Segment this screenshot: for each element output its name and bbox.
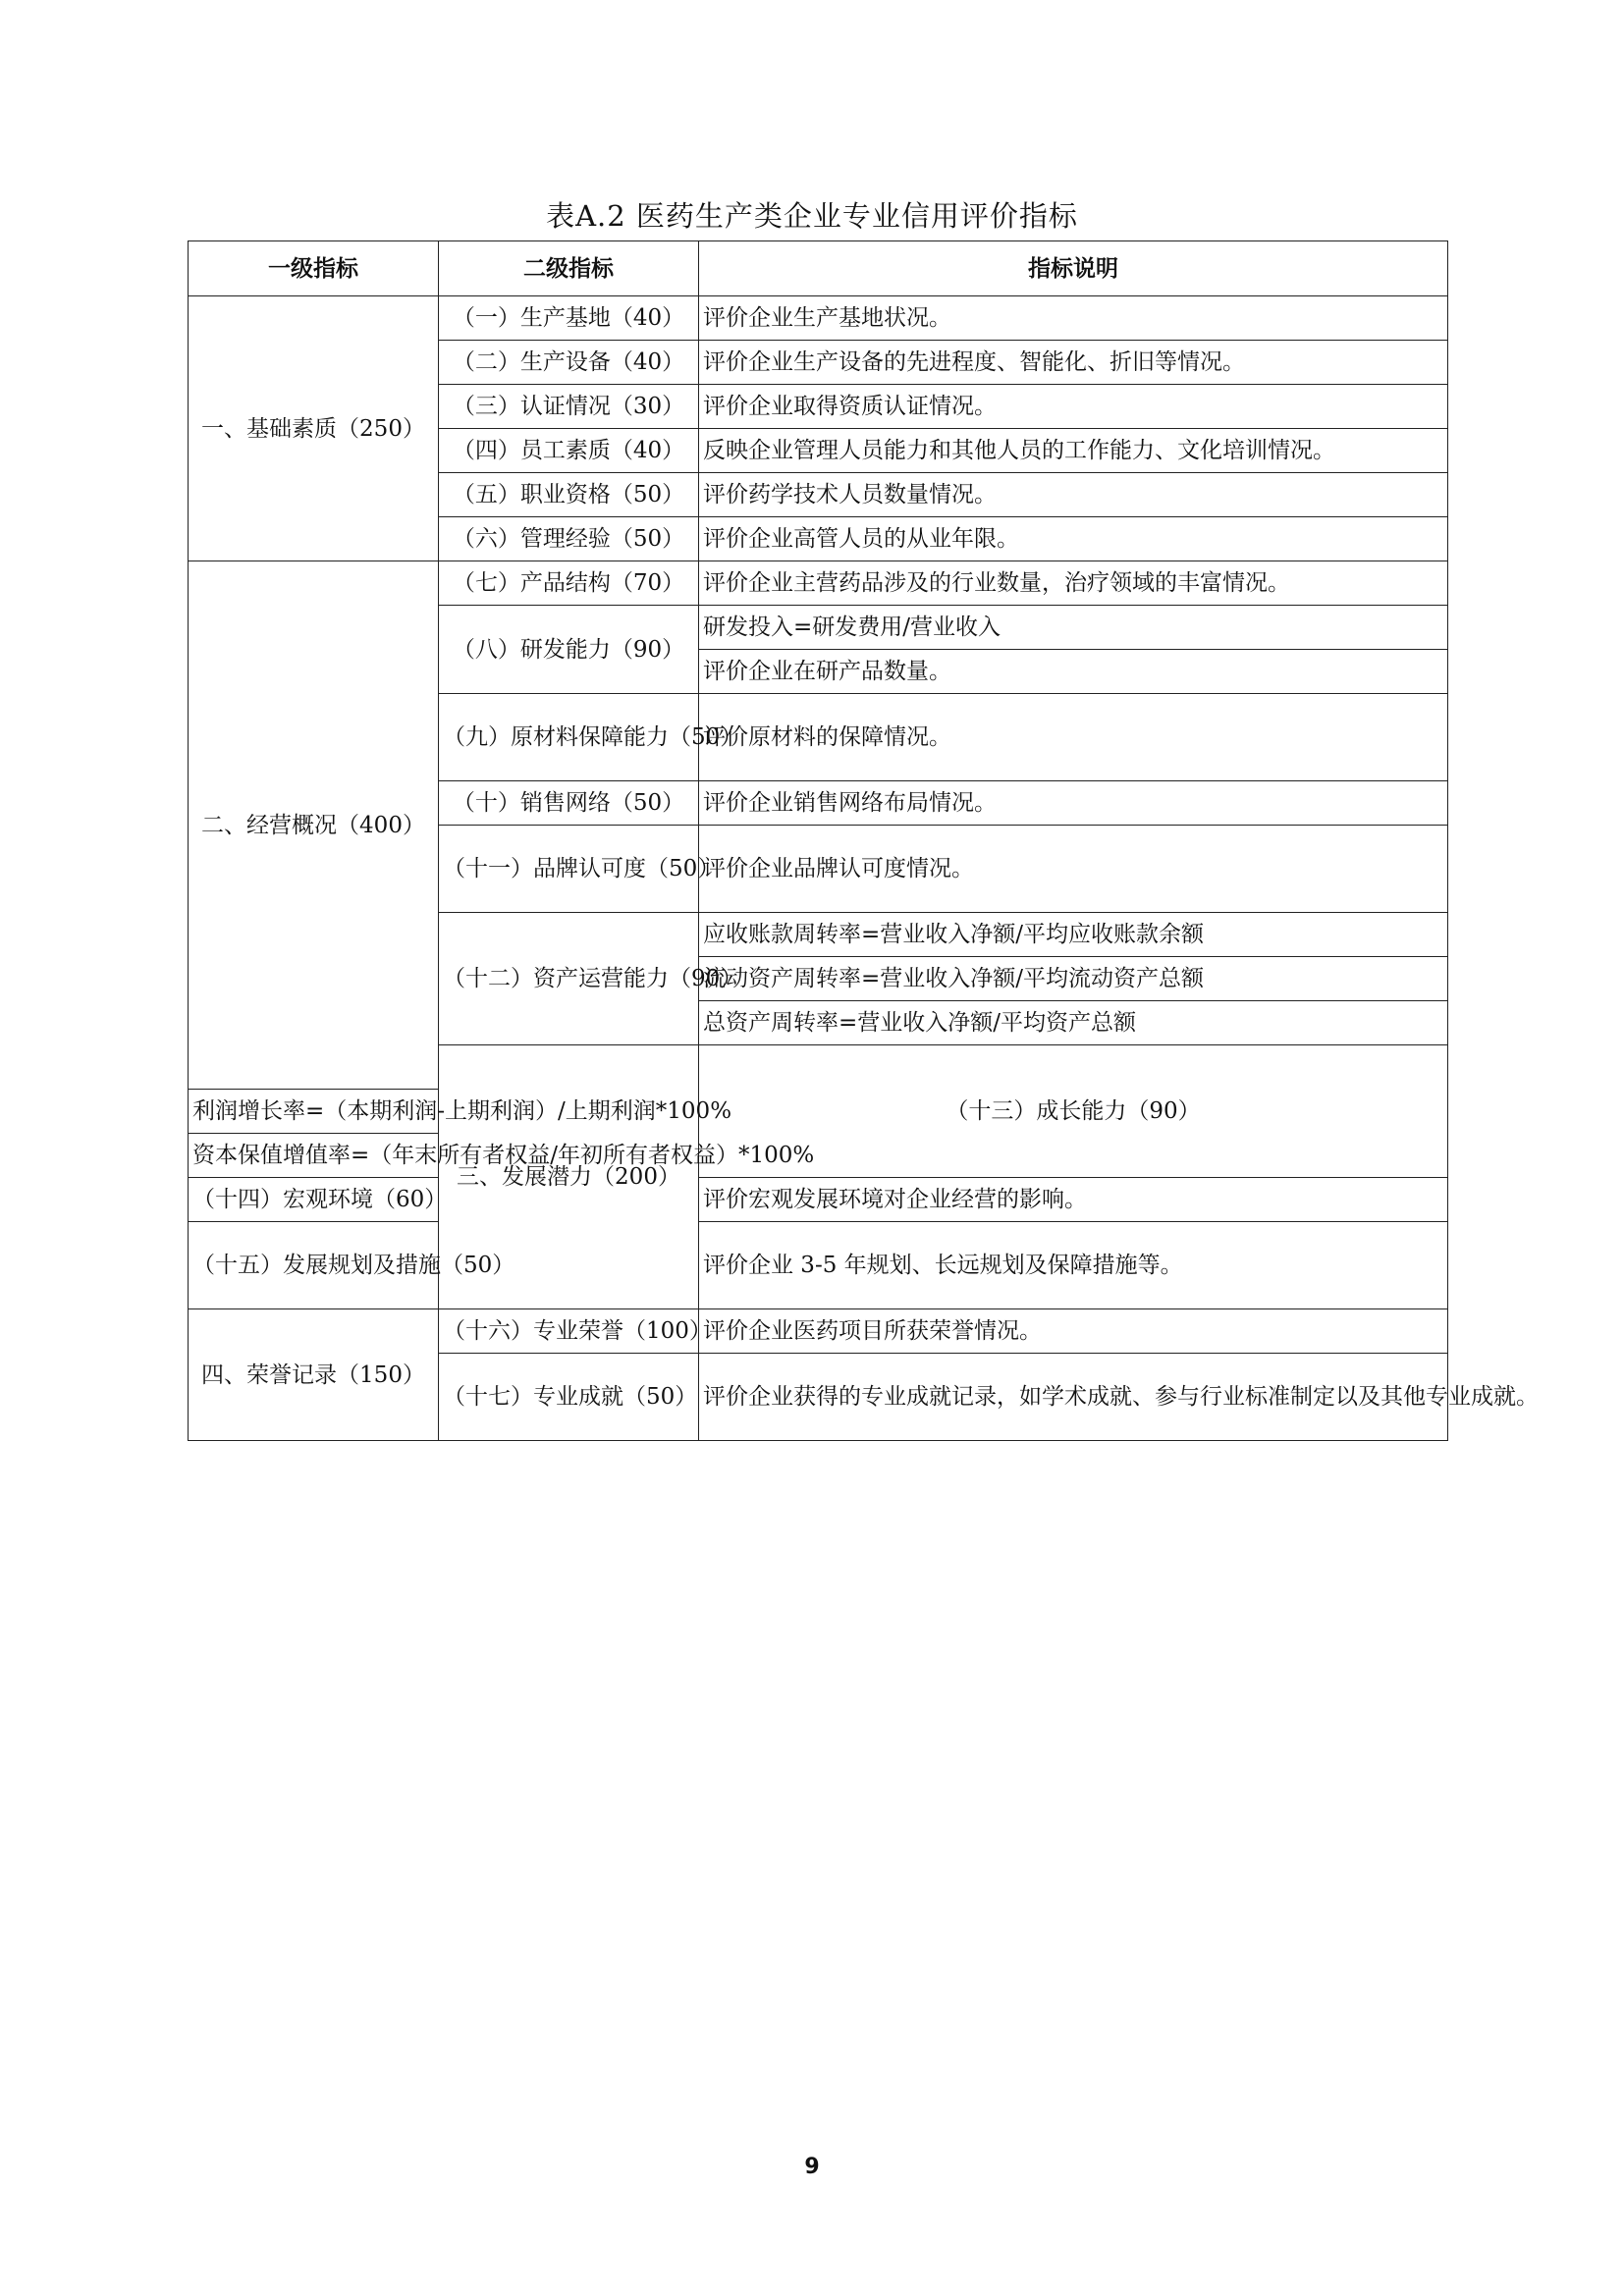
table-row: [189, 1178, 1448, 1222]
level1-basic-quality: 一、基础素质（250）: [189, 296, 439, 561]
level2-item: （十五）发展规划及措施（50）: [189, 1222, 439, 1309]
description-cell: 评价企业生产设备的先进程度、智能化、折旧等情况。: [699, 341, 1448, 385]
description-cell: 应收账款周转率=营业收入净额/平均应收账款余额: [699, 913, 1448, 957]
description-cell: 评价企业销售网络布局情况。: [699, 781, 1448, 826]
description-cell: 评价宏观发展环境对企业经营的影响。: [699, 1178, 1448, 1222]
description-cell: 评价企业取得资质认证情况。: [699, 385, 1448, 429]
level2-item: （十三）成长能力（90）: [699, 1045, 1448, 1178]
level2-item: （七）产品结构（70）: [439, 561, 699, 606]
level2-item: （十一）品牌认可度（50）: [439, 826, 699, 913]
description-cell: 评价企业品牌认可度情况。: [699, 826, 1448, 913]
page-number: 9: [804, 2155, 820, 2179]
description-cell: 评价原材料的保障情况。: [699, 694, 1448, 781]
level2-item: （二）生产设备（40）: [439, 341, 699, 385]
level1-development-potential: 三、发展潜力（200）: [439, 1045, 699, 1309]
description-cell: 流动资产周转率=营业收入净额/平均流动资产总额: [699, 957, 1448, 1001]
description-cell: 总资产周转率=营业收入净额/平均资产总额: [699, 1001, 1448, 1045]
level2-item: （八）研发能力（90）: [439, 606, 699, 694]
description-cell: 利润增长率=（本期利润-上期利润）/上期利润*100%: [189, 1090, 439, 1134]
level2-item: （十七）专业成就（50）: [439, 1354, 699, 1441]
description-cell: 评价企业 3-5 年规划、长远规划及保障措施等。: [699, 1222, 1448, 1309]
level2-item: （四）员工素质（40）: [439, 429, 699, 473]
table-row: [189, 1309, 1448, 1354]
description-cell: 评价企业高管人员的从业年限。: [699, 517, 1448, 561]
level2-item: （六）管理经验（50）: [439, 517, 699, 561]
description-cell: 评价企业医药项目所获荣誉情况。: [699, 1309, 1448, 1354]
table-row: [189, 561, 1448, 606]
level2-item: （三）认证情况（30）: [439, 385, 699, 429]
description-cell: 评价企业主营药品涉及的行业数量，治疗领域的丰富情况。: [699, 561, 1448, 606]
description-cell: 评价企业生产基地状况。: [699, 296, 1448, 341]
level2-item: （十四）宏观环境（60）: [189, 1178, 439, 1222]
table-row: [189, 296, 1448, 341]
level1-operation-overview: 二、经营概况（400）: [189, 561, 439, 1090]
description-cell: 评价药学技术人员数量情况。: [699, 473, 1448, 517]
level2-item: （一）生产基地（40）: [439, 296, 699, 341]
level2-item: （十）销售网络（50）: [439, 781, 699, 826]
table-title: 表A.2 医药生产类企业专业信用评价指标: [546, 199, 1078, 233]
evaluation-index-table: [188, 240, 1539, 1441]
level1-honor-record: 四、荣誉记录（150）: [189, 1309, 439, 1441]
header-description: 指标说明: [699, 241, 1448, 296]
description-cell: 评价企业获得的专业成就记录，如学术成就、参与行业标准制定以及其他专业成就。: [699, 1354, 1448, 1441]
level2-item: （五）职业资格（50）: [439, 473, 699, 517]
header-level2: 二级指标: [439, 241, 699, 296]
level2-item: （十二）资产运营能力（90）: [439, 913, 699, 1045]
description-cell: 反映企业管理人员能力和其他人员的工作能力、文化培训情况。: [699, 429, 1448, 473]
level2-item: （九）原材料保障能力（50）: [439, 694, 699, 781]
table-header-row: [189, 241, 1448, 296]
description-cell: 评价企业在研产品数量。: [699, 650, 1448, 694]
description-cell: 研发投入=研发费用/营业收入: [699, 606, 1448, 650]
level2-item: （十六）专业荣誉（100）: [439, 1309, 699, 1354]
header-level1: 一级指标: [189, 241, 439, 296]
table-row: [189, 1222, 1448, 1309]
description-cell: 资本保值增值率=（年末所有者权益/年初所有者权益）*100%: [189, 1134, 439, 1178]
